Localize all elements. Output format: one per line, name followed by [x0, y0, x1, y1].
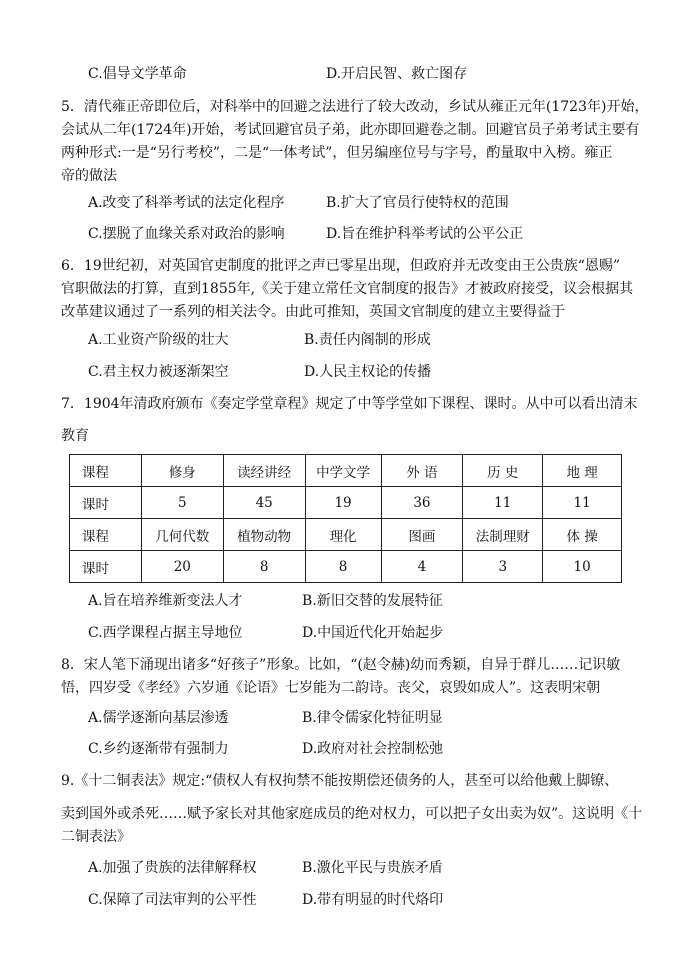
table-cell: 图画 — [381, 519, 463, 551]
q8-stem-line-2: 悟，四岁受《孝经》六岁通《论语》七岁能为二韵诗。丧父，哀毁如成人”。这表明宋朝 — [61, 680, 601, 696]
q9-option-b: B.激化平民与贵族矛盾 — [302, 860, 443, 876]
q8-option-c: C.乡约逐渐带有强制力 — [88, 741, 229, 757]
table-cell: 45 — [223, 487, 305, 519]
q8-option-a: A.儒学逐渐向基层渗透 — [88, 710, 229, 726]
q6-stem-line-2: 官职做法的打算，直到1855年,《关于建立常任文官制度的报告》才被政府接受，议会根据其 — [61, 281, 634, 297]
table-cell: 历 史 — [463, 455, 543, 487]
table-row — [70, 487, 622, 519]
table-cell: 36 — [381, 487, 463, 519]
table-cell: 课程 — [70, 519, 142, 551]
table-cell: 植物动物 — [223, 519, 305, 551]
q8-stem-line-1: 8．宋人笔下涌现出诸多“好孩子”形象。比如，“(赵令赫)幼而秀颖，自异于群儿……记识敏 — [61, 657, 621, 673]
q7-option-a: A.旨在培养维新变法人才 — [88, 593, 243, 609]
table-cell: 中学文学 — [305, 455, 381, 487]
table-cell: 8 — [305, 551, 381, 583]
table-cell: 课时 — [70, 551, 142, 583]
q7-option-d: D.中国近代化开始起步 — [302, 625, 444, 641]
q6-option-a: A.工业资产阶级的壮大 — [88, 332, 229, 348]
q6-option-c: C.君主权力被逐渐架空 — [88, 364, 229, 380]
table-cell: 3 — [463, 551, 543, 583]
table-row — [70, 455, 622, 487]
q6-option-d: D.人民主权论的传播 — [304, 364, 432, 380]
q5-option-b: B.扩大了官员行使特权的范围 — [326, 195, 509, 211]
table-cell: 地 理 — [543, 455, 622, 487]
q4-option-c: C.倡导文学革命 — [88, 66, 187, 82]
q5-stem-line-4: 帝的做法 — [61, 168, 117, 184]
q8-option-b: B.律令儒家化特征明显 — [302, 710, 443, 726]
q5-option-d: D.旨在维护科举考试的公平公正 — [326, 226, 524, 242]
table-cell: 11 — [463, 487, 543, 519]
q9-option-a: A.加强了贵族的法律解释权 — [88, 860, 257, 876]
table-cell: 课时 — [70, 487, 142, 519]
q9-stem-line-3: 二铜表法》 — [61, 829, 131, 845]
table-cell: 4 — [381, 551, 463, 583]
q4-option-d: D.开启民智、救亡图存 — [326, 66, 468, 82]
q5-option-a: A.改变了科举考试的法定化程序 — [88, 195, 285, 211]
q9-stem-line-1: 9.《十二铜表法》规定:“债权人有权拘禁不能按期偿还债务的人，甚至可以给他戴上脚镣、 — [61, 773, 619, 789]
table-cell: 20 — [141, 551, 223, 583]
q7-stem-line-1: 7．1904年清政府颁布《奏定学堂章程》规定了中等学堂如下课程、课时。从中可以看出清末 — [61, 396, 638, 412]
q5-option-c: C.摆脱了血缘关系对政治的影响 — [88, 226, 285, 242]
q6-stem-line-3: 改革建议通过了一系列的相关法令。由此可推知，英国文官制度的建立主要得益于 — [61, 304, 565, 320]
table-cell: 几何代数 — [141, 519, 223, 551]
table-cell: 19 — [305, 487, 381, 519]
q5-stem-line-2: 会试从二年(1724年)开始，考试回避官员子弟，此亦即回避卷之制。回避官员子弟考试主要有 — [61, 122, 640, 138]
q7-stem-line-2: 教育 — [61, 428, 89, 444]
table-cell: 10 — [543, 551, 622, 583]
table-cell: 修身 — [141, 455, 223, 487]
q7-option-c: C.西学课程占据主导地位 — [88, 625, 243, 641]
q9-option-d: D.带有明显的时代烙印 — [302, 892, 444, 908]
table-cell: 8 — [223, 551, 305, 583]
q6-option-b: B.责任内阁制的形成 — [304, 332, 431, 348]
table-cell: 外 语 — [381, 455, 463, 487]
q5-stem-line-1: 5．清代雍正帝即位后，对科举中的回避之法进行了较大改动，乡试从雍正元年(1723年)开始， — [61, 99, 649, 115]
table-cell: 体 操 — [543, 519, 622, 551]
table-cell: 读经讲经 — [223, 455, 305, 487]
q9-stem-line-2: 卖到国外或杀死……赋予家长对其他家庭成员的绝对权力，可以把子女出卖为奴”。这说明《十 — [61, 806, 643, 822]
course-hours-table — [69, 454, 622, 583]
table-cell: 理化 — [305, 519, 381, 551]
q6-stem-line-1: 6．19世纪初，对英国官吏制度的批评之声已零星出现，但政府并无改变由王公贵族“恩赐” — [61, 258, 621, 274]
table-cell: 课程 — [70, 455, 142, 487]
q8-option-d: D.政府对社会控制松弛 — [302, 741, 444, 757]
table-cell: 11 — [543, 487, 622, 519]
table-row — [70, 551, 622, 583]
q9-option-c: C.保障了司法审判的公平性 — [88, 892, 257, 908]
q7-option-b: B.新旧交替的发展特征 — [302, 593, 443, 609]
table-cell: 5 — [141, 487, 223, 519]
table-row — [70, 519, 622, 551]
table-cell: 法制理财 — [463, 519, 543, 551]
q5-stem-line-3: 两种形式:一是“另行考校”，二是“一体考试”，但另编座位号与字号，酌量取中入榜。雍正 — [61, 145, 613, 161]
